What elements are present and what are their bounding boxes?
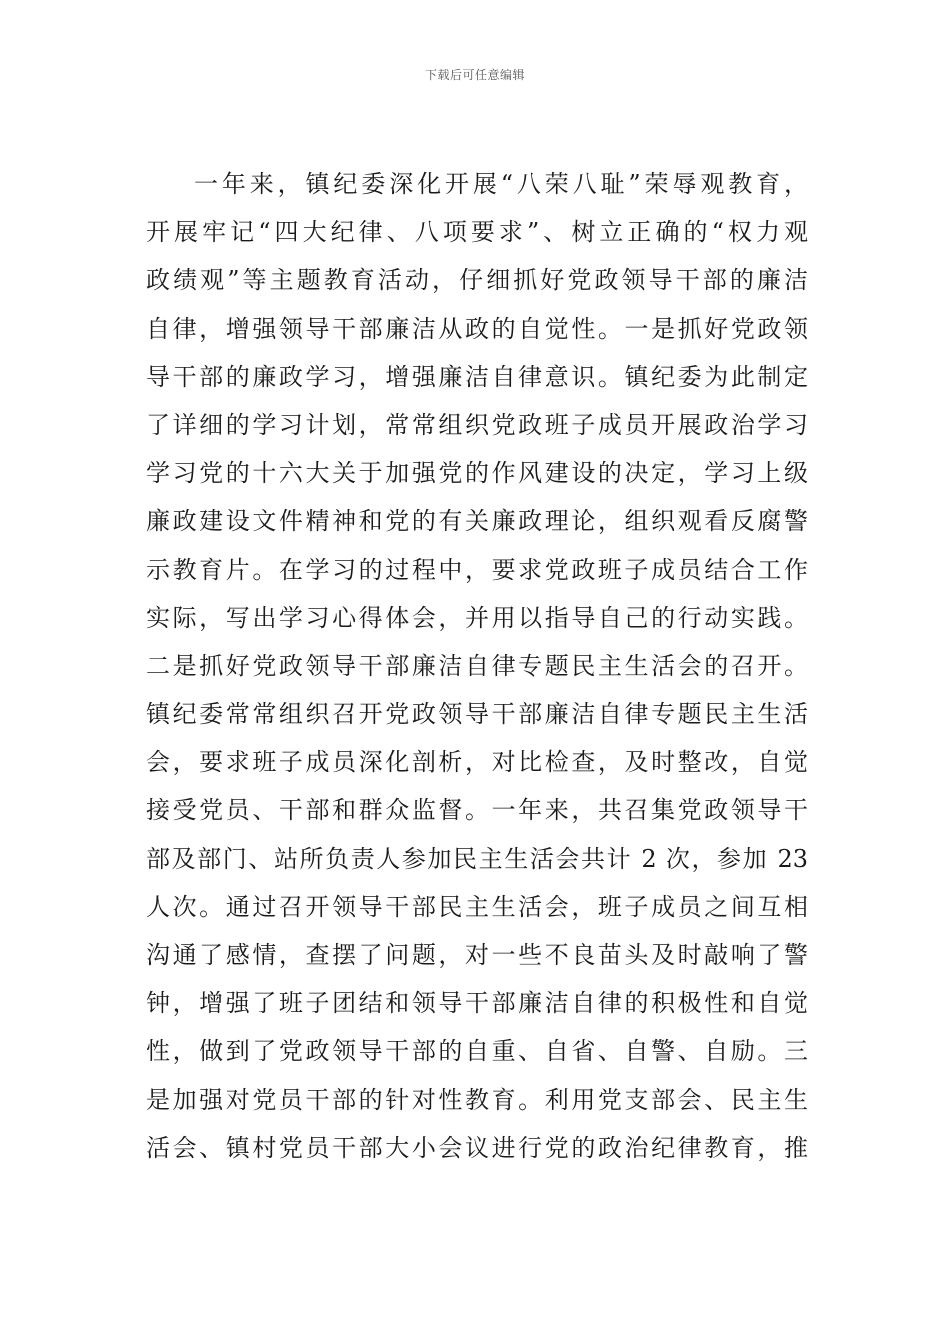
text-line: 学习党的十六大关于加强党的作风建设的决定，学习上级 [146, 459, 808, 488]
page-header-note: 下载后可任意编辑 [424, 68, 525, 82]
text-line: 一年来，镇纪委深化开展“八荣八耻”荣辱观教育， [194, 170, 808, 198]
text-line: 活会、镇村党员干部大小会议进行党的政治纪律教育，推 [146, 1133, 808, 1162]
text-line: 开展牢记“四大纪律、八项要求”、树立正确的“权力观 [146, 218, 808, 247]
document-body [146, 160, 808, 1172]
text-line: 政绩观”等主题教育活动，仔细抓好党政领导干部的廉洁 [146, 266, 808, 295]
text-line: 是加强对党员干部的针对性教育。利用党支部会、民主生 [146, 1085, 808, 1114]
text-line: 性，做到了党政领导干部的自重、自省、自警、自励。三 [146, 1037, 808, 1066]
text-line: 镇纪委常常组织召开党政领导干部廉洁自律专题民主生活 [146, 700, 808, 729]
text-line: 了详细的学习计划，常常组织党政班子成员开展政治学习 [146, 410, 808, 439]
text-line: 实际，写出学习心得体会，并用以指导自己的行动实践。 [146, 603, 808, 632]
text-line: 钟，增强了班子团结和领导干部廉洁自律的积极性和自觉 [146, 989, 808, 1018]
text-line: 二是抓好党政领导干部廉洁自律专题民主生活会的召开。 [146, 651, 808, 680]
text-line: 会，要求班子成员深化剖析，对比检查，及时整改，自觉 [146, 748, 808, 777]
text-line: 导干部的廉政学习，增强廉洁自律意识。镇纪委为此制定 [146, 362, 808, 391]
text-line: 人次。通过召开领导干部民主生活会，班子成员之间互相 [146, 892, 808, 921]
text-line: 自律，增强领导干部廉洁从政的自觉性。一是抓好党政领 [146, 314, 808, 343]
text-line: 部及部门、站所负责人参加民主生活会共计 2 次，参加 23 [146, 844, 808, 873]
text-line: 沟通了感情，查摆了问题，对一些不良苗头及时敲响了警 [146, 941, 808, 969]
text-line: 廉政建设文件精神和党的有关廉政理论，组织观看反腐警 [146, 507, 808, 536]
text-line: 接受党员、干部和群众监督。一年来，共召集党政领导干 [146, 796, 808, 825]
text-line: 示教育片。在学习的过程中，要求党政班子成员结合工作 [146, 555, 808, 584]
